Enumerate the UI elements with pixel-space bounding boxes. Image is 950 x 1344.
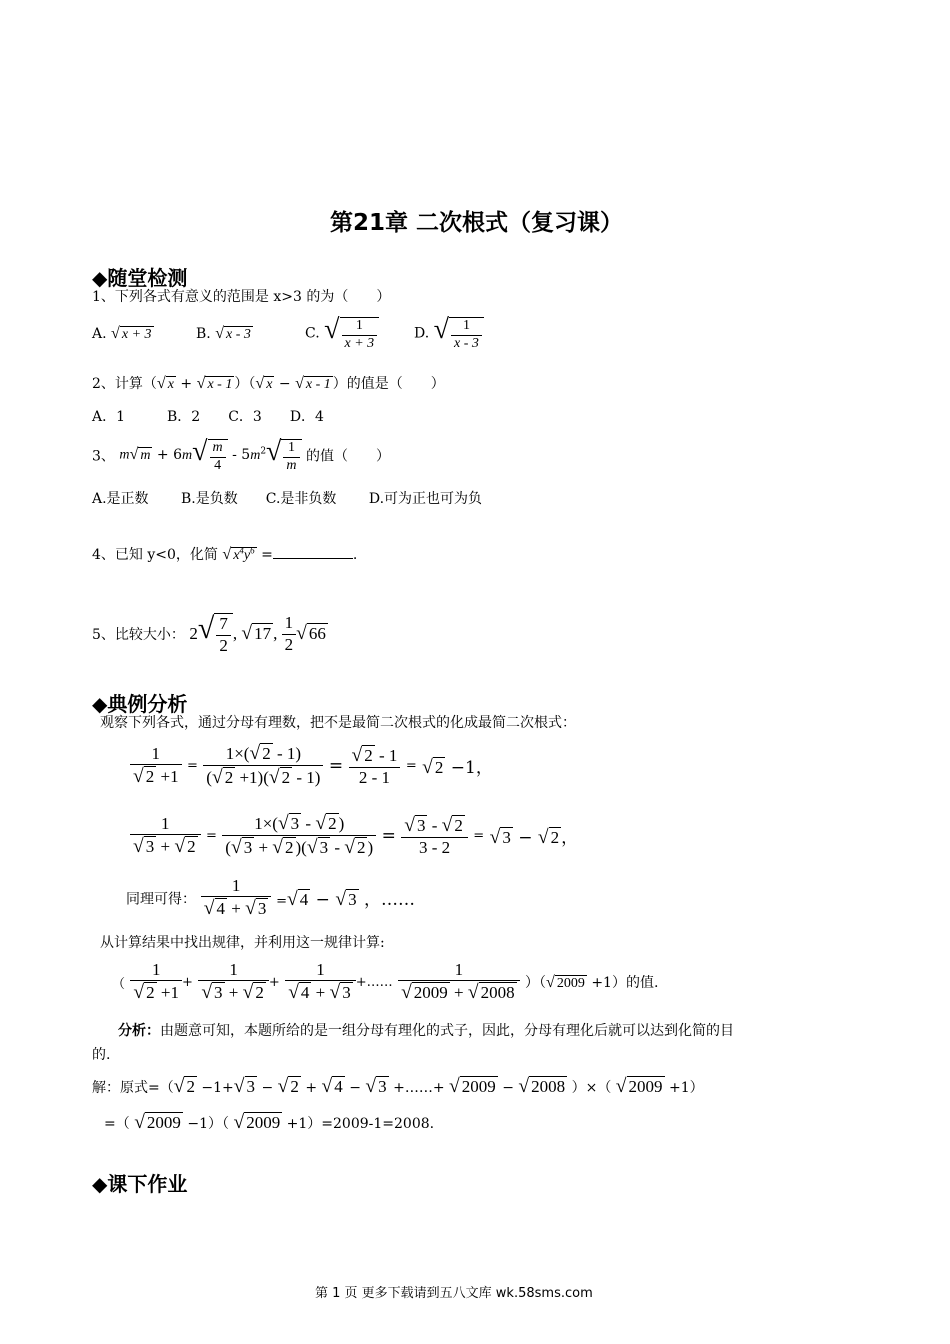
example-equation-2: $\frac{1}{√ 3 + √ 2}$ = $\frac{1\times(√ 3 - √ 2 )}{(√ 3 + √ 2 )(√ 3 - √ 2 )}$ = $\frac{√ 3 - √ 2}{3 - 2}$ = √ 3 − √ 2 ， [130, 812, 578, 860]
example-rule: 从计算结果中找出规律，并利用这一规律计算: [100, 935, 385, 951]
analysis-line-1: 分析：由题意可知，本题所给的是一组分母有理化的式子，因此，分母有理化后就可以达到化简的目 [118, 1023, 734, 1039]
example-intro: 观察下列各式，通过分母有理数，把不是最简二次根式的化成最简二次根式： [100, 715, 576, 731]
question-1-option-d: D. √ $\frac{1}{x - 3}$ [414, 314, 484, 353]
section-heading-quiz: ◆随堂检测 [92, 266, 188, 290]
question-1-option-a: A. √ x + 3 [92, 325, 152, 342]
question-3-options: A.是正数 B.是负数 C.是非负数 D.可为正也可为负 [92, 491, 483, 507]
page-footer: 第 1 页 更多下载请到五八文库 wk.58sms.com [315, 1286, 593, 1301]
example-similar: 同理可得： $\frac{1}{√ 4 + √ 3}$ =√ 4 − √ 3 ，…… [126, 876, 415, 920]
question-1-stem: 1、下列各式有意义的范围是 x>3 的为（ ） [92, 289, 391, 305]
question-4-stem: 4、已知 y<0，化简 √ $x^4y^6$ = . [92, 545, 358, 563]
example-equation-1: $\frac{1}{√ 2 +1}$ = $\frac{1\times(√ 2 - 1)}{(√ 2 +1)(√ 2 - 1)}$ = $\frac{√ 2 - 1}{2 - 1}$ = √ 2 −1， [130, 742, 493, 790]
example-calculation: （ $\frac{1}{√ 2 +1}$ + $\frac{1}{√ 3 + √ 2}$ + $\frac{1}{√ 4 + √ 3}$ +…… $\frac{1}{√ 2009 + √ 2008}$ ）（√ 2009 +1）的值. [112, 960, 659, 1004]
question-5-stem: 5、比较大小： 2√ $\frac{7}{2}$ , √ 17 , $\frac{1}{2}$ √ 66 [92, 612, 326, 655]
answer-blank[interactable] [273, 558, 353, 559]
section-heading-homework: ◆课下作业 [92, 1172, 188, 1196]
solution-line-2: =（ √ 2009 −1）（ √ 2009 +1）=2009-1=2008. [104, 1112, 435, 1133]
solution-line-1: 解：原式=（√ 2 −1+√ 3 − √ 2 + √ 4 − √ 3 +……+ √ 2009 − √ 2008 ）×（ √ 2009 +1） [92, 1076, 704, 1097]
question-1-option-c: C. √ $\frac{1}{x + 3}$ [305, 314, 379, 353]
analysis-line-2: 的. [92, 1047, 111, 1063]
question-1-option-b: B. √ x - 3 [196, 325, 251, 342]
section-heading-examples: ◆典例分析 [92, 692, 188, 716]
question-2-options: A．1 B．2 C．3 D．4 [92, 409, 324, 425]
question-2-stem: 2、计算（√ x + √ x - 1 ）（√ x − √ x - 1 ）的值是（ ） [92, 375, 445, 392]
page-title: 第21章 二次根式（复习课） [330, 210, 624, 236]
question-3-stem: 3、 m√ m + 6m√ $\frac{m}{4}$ - $5m^2√$ $\frac{1}{m}$ 的值（ ） [92, 436, 390, 473]
